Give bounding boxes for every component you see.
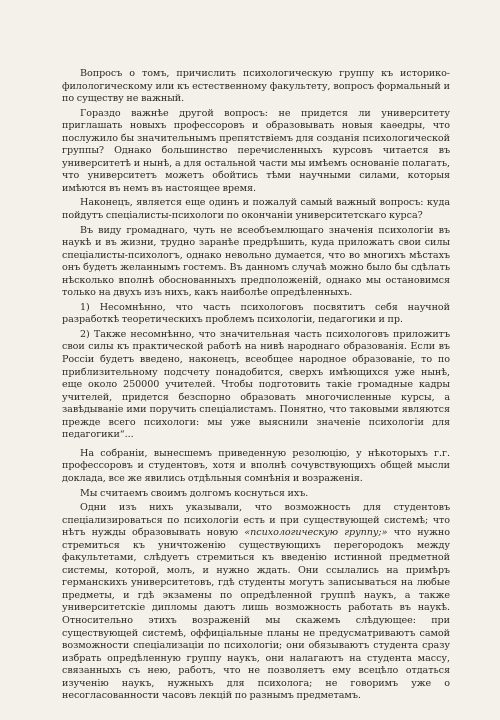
paragraph-objections-detail [62,502,450,703]
paragraph-point-2: 2) Также несомнѣнно, что значительная часть психологовъ приложитъ свои силы къ практической работѣ на нивѣ народнаго образованія. Если въ Россіи будетъ введено, наконецъ, всеобщее народное образованіе, то по приблизительному подсчету понадобится, сверхъ имѣющихся уже нынѣ, еще около 250000 учителей. Чтобы подготовить такіе громадные кадры учителей, придется безспорно образовать многочисленные курсы, а завѣдываніе ими поручить спеціалистамъ. Понятно, что таковыми являются прежде всего психологи: мы уже выяснили значеніе психологіи для педагогики“... [62,328,450,441]
objections-text-end: что нужно стремиться къ уничтоженію существующихъ перегородокъ между факультетами, слѣдуетъ стремиться къ введенію истинной предметной системы, которой, молъ, и нужно ждать. Они ссылались на примѣръ германскихъ университетовъ, гдѣ студенты могутъ записываться на любые предметы, и гдѣ экзамены по опредѣленной группѣ наукъ, а также университетскіе дипломы даютъ лишь возможность работать въ наукѣ. Относительно этихъ возраженій мы скажемъ слѣдующее: при существующей системѣ, оффиціальные планы не предусматриваютъ самой возможности спеціализаціи по психологіи; они обязываютъ студента сразу избрать опредѣленную группу наукъ, они налагаютъ на студента массу, связанныхъ съ нею, работъ, что не позволяетъ ему всецѣло отдаться изученію наукъ, нужныхъ для психолога; не говоримъ уже о несогласованности часовъ лекцій по разнымъ предметамъ. [62,527,450,702]
paragraph-duty-statement: Мы считаемъ своимъ долгомъ коснуться ихъ. [80,487,309,499]
psychological-group-emphasis: «психологическую группу;» [244,527,388,539]
paragraph-graduates-question: Наконецъ, является еще одинъ и пожалуй самый важный вопросъ: куда пойдутъ спеціалисты-психологи по окончаніи университетскаго курса? [62,197,450,222]
paragraph-professors-question: Гораздо важнѣе другой вопросъ: не придется ли университету приглашать новыхъ профессоровъ и образовывать новыя каѳедры, что послужило бы значительнымъ препятствіемъ для созданія психологической группы? Однако большинство перечисленныхъ курсовъ читается въ университетѣ и нынѣ, а для остальной части мы имѣемъ основаніе полагать, что университетъ можетъ обойтись тѣми научными силами, которыя имѣются въ немъ въ настоящее время. [62,107,450,194]
paragraph-meeting-objections: На собраніи, вынесшемъ приведенную резолюцію, у нѣкоторыхъ г.г. профессоровъ и студентовъ, хотя и вполнѣ сочувствующихъ общей мысли доклада, все же явились отдѣльныя сомнѣнія и возраженія. [62,447,450,484]
page-body [62,68,450,703]
objections-text-start: Одни изъ нихъ указывали, что возможность для студентовъ спеціализироваться по психологіи есть и при существующей системѣ; что нѣтъ нужды образовывать новую [62,502,450,539]
paragraph-psychology-significance: Въ виду громаднаго, чуть не всеобъемлющаго значенія психологіи въ наукѣ и въ жизни, трудно заранѣе предрѣшить, куда приложатъ свои силы спеціалисты-психологъ, однако невольно думается, что во многихъ мѣстахъ онъ будетъ желаннымъ гостемъ. Въ данномъ случаѣ можно было бы сдѣлать нѣсколько вполнѣ обоснованныхъ предположеній, однако мы остановимся только на двухъ изъ нихъ, какъ наиболѣе опредѣленныхъ. [62,224,450,299]
paragraph-faculty-question: Вопросъ о томъ, причислить психологическую группу къ историко-филологическому или къ естественному факультету, вопросъ формальный и по существу не важный. [62,68,450,105]
paragraph-point-1: 1) Несомнѣнно, что часть психологовъ посвятитъ себя научной разработкѣ теоретическихъ проблемъ психологіи, педагогики и пр. [62,301,450,326]
